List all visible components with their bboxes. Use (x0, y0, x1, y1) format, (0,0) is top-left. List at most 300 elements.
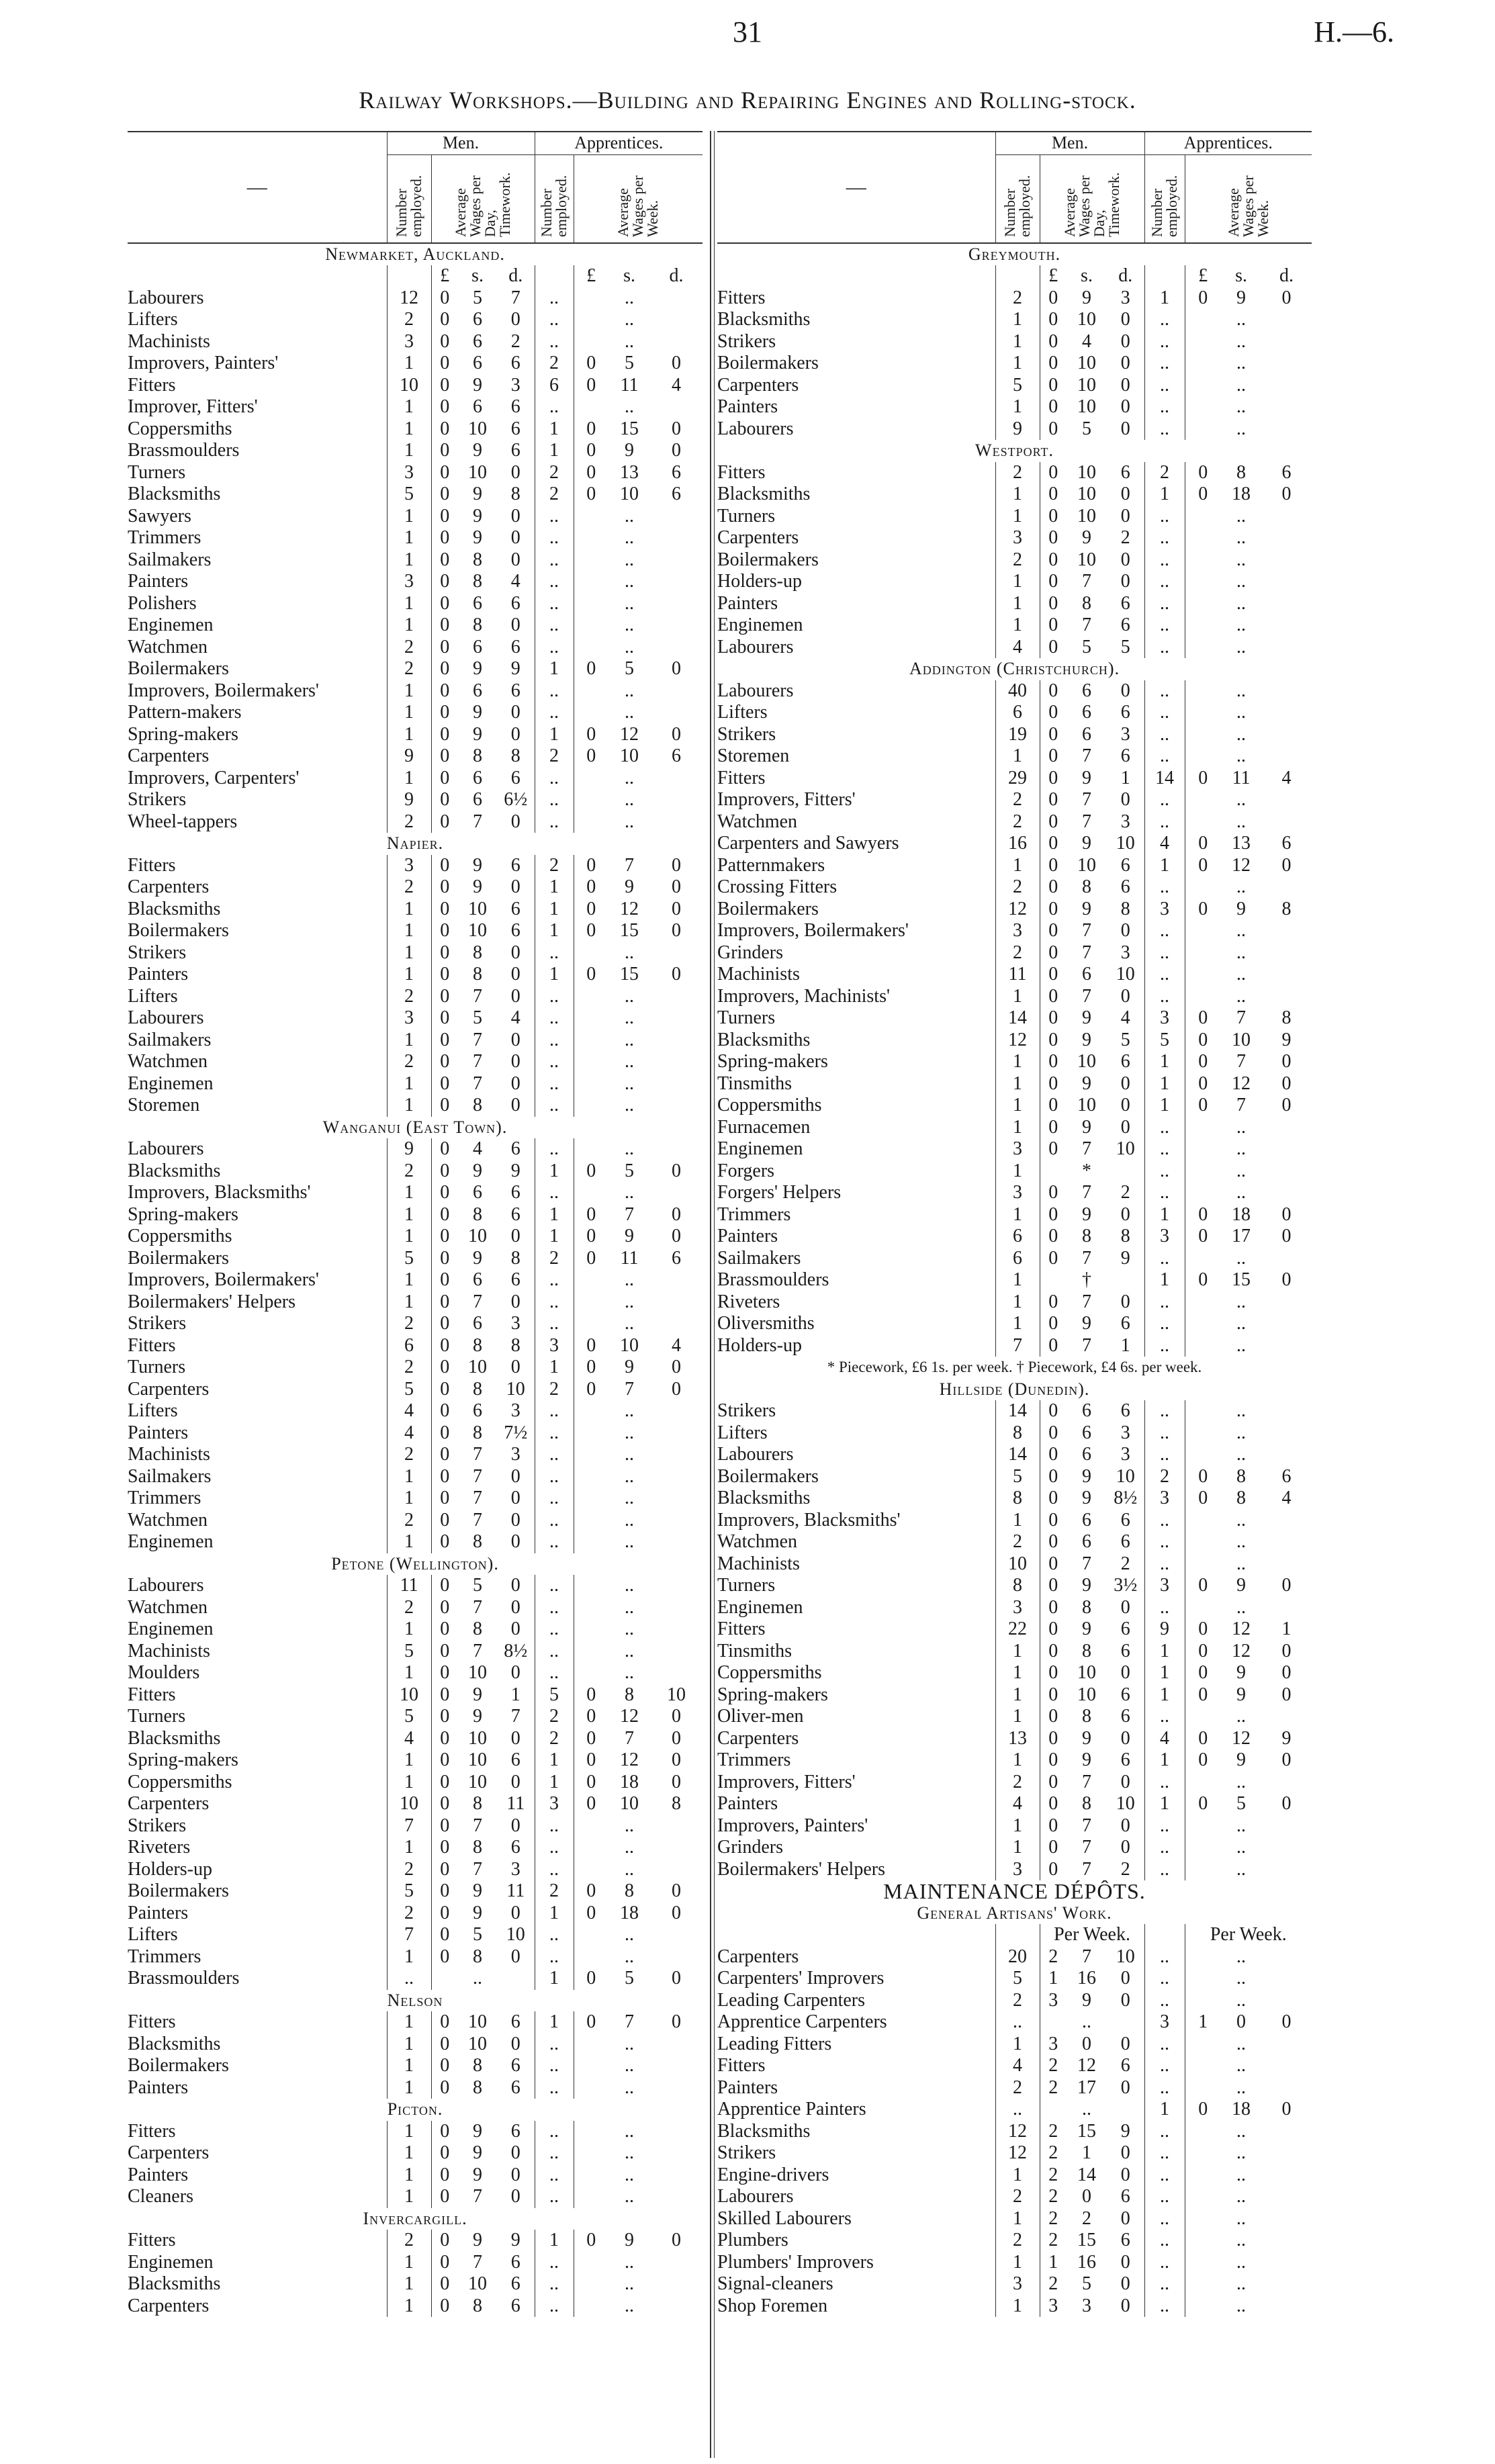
men-pence: 0 (497, 1728, 535, 1750)
apprentice-pence (650, 811, 703, 833)
apprentice-pounds (1185, 2077, 1221, 2099)
men-shillings: 8 (473, 1618, 482, 1640)
apprentice-pence (650, 1662, 703, 1684)
occupation: Blacksmiths (128, 1727, 221, 1749)
men-pounds: 0 (1048, 1727, 1058, 1749)
table-row (717, 375, 1312, 397)
men-number: 1 (387, 2142, 431, 2164)
apprentice-shillings: .. (1236, 2186, 1247, 2207)
table-row (128, 789, 703, 811)
occupation: Spring-makers (128, 1749, 238, 1771)
apprentice-pence (1261, 2055, 1312, 2077)
table-row (717, 1204, 1312, 1226)
table-row (717, 353, 1312, 375)
apprentice-pence: 6 (1281, 833, 1292, 854)
apprentice-shillings: .. (625, 1400, 635, 1422)
men-pence: 6 (497, 1182, 535, 1204)
apprentice-shillings: .. (1236, 1182, 1247, 1203)
table-row (128, 920, 703, 942)
apprentice-pounds (1185, 1291, 1221, 1314)
apprentice-number: .. (1144, 1313, 1185, 1335)
men-number: 3 (387, 855, 431, 877)
apprentice-shillings: 12 (1232, 1727, 1251, 1749)
apprentice-shillings: 10 (620, 745, 639, 767)
men-number: 14 (995, 1444, 1040, 1466)
apprentice-pounds (1185, 353, 1221, 375)
per-week-row (717, 1924, 1312, 1946)
men-number: 1 (387, 614, 431, 637)
apprentice-number: .. (1144, 1706, 1185, 1728)
apprentice-shillings: 18 (1232, 1203, 1251, 1225)
men-pounds: 2 (1048, 2273, 1058, 2295)
men-pence: 0 (1107, 353, 1144, 375)
men-shillings: 9 (473, 723, 482, 745)
apprentice-pounds (1185, 1531, 1221, 1553)
apprentice-shillings: .. (625, 396, 635, 418)
apprentice-pence (1261, 2295, 1312, 2318)
apprentice-shillings: .. (1236, 2295, 1247, 2316)
table-row (717, 745, 1312, 768)
apprentice-number: 2 (535, 353, 574, 375)
apprentice-pence: 0 (1281, 1640, 1292, 1661)
men-pounds: 0 (1048, 1771, 1058, 1792)
apprentice-shillings: .. (625, 789, 635, 811)
occupation: Improvers, Boilermakers' (128, 680, 319, 701)
table-row (717, 1138, 1312, 1160)
apprentice-number: .. (1144, 353, 1185, 375)
apprentice-pence: 6 (672, 484, 682, 505)
apprentice-shillings: .. (625, 592, 635, 614)
apprentice-pounds (574, 1641, 608, 1663)
column-divider (714, 131, 715, 2458)
occupation: Improvers, Boilermakers' (128, 1269, 319, 1291)
men-pounds: 0 (440, 1400, 450, 1422)
men-number: 9 (387, 1138, 431, 1160)
men-pounds: 2 (1048, 2142, 1058, 2164)
table-row (717, 1793, 1312, 1815)
men-number: 6 (387, 1335, 431, 1357)
men-pence: 0 (1107, 680, 1144, 702)
men-pence: 0 (1107, 571, 1144, 593)
men-shillings: 9 (473, 1247, 482, 1269)
men-pounds: 0 (1048, 1073, 1058, 1094)
men-pounds: 0 (440, 658, 450, 680)
occupation: Fitters (128, 374, 176, 396)
occupation: Improvers, Painters' (717, 1815, 868, 1836)
apprentice-shillings: 9 (625, 876, 635, 898)
men-pounds: 1 (1048, 2251, 1058, 2273)
apprentice-pounds: 0 (1185, 1662, 1221, 1684)
men-number: 3 (995, 1859, 1040, 1881)
table-row (717, 1182, 1312, 1204)
apprentice-pounds: 0 (1185, 2099, 1221, 2121)
apprentice-pounds (574, 1575, 608, 1597)
apprentice-shillings: .. (625, 1182, 635, 1203)
apprentice-shillings: .. (625, 1422, 635, 1443)
men-pounds (1040, 2099, 1067, 2121)
apprentice-shillings: .. (625, 1029, 635, 1050)
men-shillings: 10 (1077, 1095, 1096, 1116)
occupation: Enginemen (717, 614, 803, 636)
apprentice-pence (650, 2055, 703, 2077)
men-shillings: 9 (1082, 1465, 1091, 1487)
apprentice-pounds (1185, 1335, 1221, 1357)
men-shillings: 7 (1082, 1553, 1091, 1574)
occupation: Holders-up (128, 1858, 212, 1880)
men-shillings: 9 (473, 702, 482, 723)
men-shillings: 7 (473, 1291, 482, 1312)
section-heading: Hillside (Dunedin). (939, 1379, 1090, 1399)
men-number: 2 (387, 986, 431, 1008)
section-heading-row (128, 2208, 703, 2230)
apprentice-number: .. (535, 1073, 574, 1095)
apprentice-shillings: .. (625, 2273, 635, 2295)
apprentice-shillings: .. (1236, 2142, 1247, 2164)
men-pence: 0 (497, 1051, 535, 1073)
men-number: 2 (995, 942, 1040, 964)
apprentice-pence (1261, 1444, 1312, 1466)
apprentice-shillings: .. (1236, 985, 1247, 1007)
apprentice-pence (1261, 331, 1312, 353)
table-row (128, 1269, 703, 1291)
men-pounds: 0 (440, 942, 450, 963)
occupation: Improvers, Painters' (128, 353, 279, 374)
men-pence: 6 (497, 855, 535, 877)
apprentice-pence (650, 1859, 703, 1881)
men-shillings: 0 (1082, 2186, 1091, 2207)
apprentice-shillings: .. (625, 636, 635, 657)
men-number: 1 (995, 1641, 1040, 1663)
occupation: Spring-makers (717, 1051, 828, 1073)
occupation: Boilermakers (128, 1247, 229, 1269)
table-row (717, 484, 1312, 506)
apprentice-number: .. (1144, 1946, 1185, 1968)
apprentice-pounds (574, 1422, 608, 1445)
apprentice-number: 2 (535, 1379, 574, 1401)
men-pence: 0 (1107, 1662, 1144, 1684)
apprentice-pence: 0 (672, 353, 682, 374)
men-shillings: 8 (1082, 1226, 1091, 1247)
column-header-label: Average Wages per Week. (615, 175, 662, 237)
apprentice-pence: 4 (672, 374, 682, 396)
apprentice-pounds (574, 680, 608, 702)
men-number: 1 (387, 2011, 431, 2034)
men-pence: 0 (497, 1291, 535, 1314)
apprentice-pounds (574, 1837, 608, 1859)
apprentice-number: 4 (1144, 1728, 1185, 1750)
occupation: Painters (717, 396, 778, 418)
table-row (128, 2186, 703, 2208)
men-number: 11 (387, 1575, 431, 1597)
men-number: 1 (387, 768, 431, 790)
apprentice-pence: 0 (1281, 1051, 1292, 1073)
apprentice-pence (650, 1946, 703, 1968)
men-shillings: 7 (1082, 1837, 1091, 1858)
occupation: Painters (128, 571, 189, 592)
men-pounds: 3 (1048, 2295, 1058, 2316)
apprentice-number: 6 (535, 375, 574, 397)
men-pence: 6 (1107, 1706, 1144, 1728)
apprentice-pence: 0 (1281, 1684, 1292, 1705)
men-number: 12 (387, 287, 431, 310)
apprentice-pence (650, 637, 703, 659)
apprentice-pence (1261, 549, 1312, 572)
men-number: 1 (995, 1662, 1040, 1684)
apprentice-pounds (574, 1291, 608, 1314)
apprentice-pence (650, 789, 703, 811)
header-row (128, 132, 703, 154)
men-pence: 5 (1107, 1030, 1144, 1052)
apprentice-number: 1 (535, 964, 574, 986)
men-number: 2 (387, 637, 431, 659)
men-shillings: 10 (1077, 396, 1096, 418)
occupation: Improver, Fitters' (128, 396, 258, 418)
men-shillings: 9 (473, 1902, 482, 1923)
men-number: 2 (387, 658, 431, 680)
occupation: Cleaners (128, 2186, 193, 2207)
header-row (717, 132, 1312, 154)
men-number: 1 (387, 1946, 431, 1968)
men-number: 1 (387, 353, 431, 375)
apprentice-number: .. (1144, 549, 1185, 572)
table-row (128, 2252, 703, 2274)
men-pence: 6 (497, 1204, 535, 1226)
apprentice-number: .. (535, 527, 574, 549)
table-row (717, 2034, 1312, 2056)
occupation: Fitters (128, 2230, 176, 2251)
men-pounds: 2 (1048, 2077, 1058, 2098)
table-row (128, 811, 703, 833)
men-pence: 6 (497, 899, 535, 921)
apprentice-pounds (574, 1073, 608, 1095)
apprentice-pence: 0 (1281, 1575, 1292, 1596)
apprentice-shillings: 13 (1232, 833, 1251, 854)
men-pence: 1 (497, 1684, 535, 1706)
men-shillings: 2 (1082, 2207, 1091, 2229)
apprentice-pence (1261, 1946, 1312, 1968)
column-header (574, 154, 703, 243)
men-pounds: 0 (440, 1378, 450, 1400)
apprentice-pounds (1185, 942, 1221, 964)
apprentice-shillings: .. (1236, 1138, 1247, 1160)
men-shillings: 5 (473, 1924, 482, 1946)
men-shillings: 7 (473, 1596, 482, 1618)
apprentice-number: 1 (535, 418, 574, 441)
occupation: Sailmakers (128, 549, 212, 570)
men-pounds: 0 (440, 1160, 450, 1181)
apprentice-pounds (574, 942, 608, 964)
table-row (717, 1618, 1312, 1641)
men-shillings: .. (1082, 2011, 1091, 2033)
men-number: 8 (995, 1488, 1040, 1510)
men-pounds (1040, 1160, 1067, 1183)
occupation: Grinders (717, 1837, 783, 1858)
table-row (717, 1749, 1312, 1772)
table-row (128, 2164, 703, 2187)
apprentice-shillings: .. (625, 309, 635, 330)
men-shillings: 10 (1077, 374, 1096, 396)
apprentice-number: .. (1144, 876, 1185, 899)
table-row (717, 768, 1312, 790)
apprentice-pounds (574, 506, 608, 528)
men-pounds: 0 (1048, 1553, 1058, 1574)
men-pounds: 0 (440, 1488, 450, 1509)
men-number: 1 (387, 680, 431, 702)
men-shillings: 9 (1082, 1575, 1091, 1596)
table-row (717, 593, 1312, 615)
apprentice-shillings: .. (1236, 920, 1247, 942)
apprentice-number: .. (1144, 2208, 1185, 2230)
men-pence: 11 (497, 1793, 535, 1815)
men-pence: 0 (497, 2186, 535, 2208)
apprentice-pounds: 0 (1185, 1466, 1221, 1488)
table-row (717, 506, 1312, 528)
apprentice-number: .. (1144, 680, 1185, 702)
men-pounds: 2 (1048, 2164, 1058, 2185)
apprentice-pence (650, 571, 703, 593)
occupation: Painters (128, 964, 189, 985)
apprentice-number: 1 (535, 1160, 574, 1183)
men-shillings: 9 (1082, 1618, 1091, 1640)
occupation: Spring-makers (717, 1684, 828, 1705)
apprentice-pence (650, 768, 703, 790)
apprentice-number: 2 (535, 1880, 574, 1903)
occupation: Turners (128, 461, 186, 483)
men-pence: 6 (497, 2121, 535, 2143)
men-pence: 4 (497, 1007, 535, 1030)
men-pence: 0 (1107, 549, 1144, 572)
apprentice-number: .. (1144, 789, 1185, 811)
apprentice-number: 2 (535, 1248, 574, 1270)
men-number: 1 (387, 440, 431, 462)
apprentice-number: 5 (535, 1684, 574, 1706)
section-heading: Petone (Wellington). (331, 1553, 499, 1573)
apprentice-shillings: .. (625, 1509, 635, 1531)
men-number: 2 (387, 876, 431, 899)
units-spacer (1144, 1924, 1185, 1946)
apprentice-pence: 8 (672, 1793, 682, 1815)
apprentice-number: 1 (535, 920, 574, 942)
men-pence: 0 (497, 1903, 535, 1925)
table-row (717, 2121, 1312, 2143)
occupation: Blacksmiths (128, 484, 221, 505)
occupation: Sailmakers (717, 1247, 801, 1269)
apprentice-pence (1261, 2077, 1312, 2099)
men-shillings: 9 (473, 374, 482, 396)
apprentice-pounds (1185, 2121, 1221, 2143)
men-number: 13 (995, 1728, 1040, 1750)
men-number: 10 (387, 375, 431, 397)
apprentice-pounds: 0 (1185, 1007, 1221, 1030)
occupation: Fitters (717, 2055, 766, 2077)
men-pence: 1 (1107, 768, 1144, 790)
apprentice-shillings: 10 (620, 484, 639, 505)
men-pence: 0 (497, 1575, 535, 1597)
apprentice-pence (1261, 2164, 1312, 2187)
apprentice-pence: 10 (667, 1684, 686, 1705)
men-shillings: 9 (473, 2230, 482, 2251)
occupation: Forgers (717, 1160, 775, 1181)
table-row (717, 1422, 1312, 1445)
men-number: 12 (995, 899, 1040, 921)
men-pence: 7½ (497, 1422, 535, 1445)
table-row (717, 680, 1312, 702)
men-number: 4 (995, 637, 1040, 659)
men-pence: 6 (1107, 2230, 1144, 2252)
table-row (128, 1007, 703, 1030)
occupation: Plumbers (717, 2230, 788, 2251)
table-row (128, 855, 703, 877)
apprentice-pounds (574, 1531, 608, 1553)
men-pence: 0 (1107, 1597, 1144, 1619)
maintenance-title: MAINTENANCE DÉPÔTS. (883, 1880, 1146, 1903)
apprentice-shillings: .. (625, 1596, 635, 1618)
men-shillings: 9 (1082, 1989, 1091, 2011)
apprentice-pence (1261, 1531, 1312, 1553)
apprentice-shillings: 9 (1236, 898, 1247, 919)
men-pence: 6 (497, 353, 535, 375)
men-pounds: 0 (1048, 745, 1058, 767)
apprentice-number: .. (535, 2186, 574, 2208)
men-pounds: 0 (440, 1727, 450, 1749)
men-pence: 3 (497, 1313, 535, 1335)
apprentice-shillings: .. (625, 1313, 635, 1334)
occupation: Boilermakers (128, 2055, 229, 2077)
men-shillings: 6 (1082, 680, 1091, 701)
apprentice-number: .. (535, 1597, 574, 1619)
column-divider (710, 131, 711, 2458)
men-pence: 0 (1107, 2077, 1144, 2099)
men-number: 5 (387, 1880, 431, 1903)
men-pence: 0 (1107, 418, 1144, 441)
apprentice-pounds (574, 1030, 608, 1052)
men-pounds: 0 (1048, 680, 1058, 701)
men-number: 2 (387, 1510, 431, 1532)
apprentice-shillings: 5 (625, 658, 635, 680)
apprentice-pounds (574, 287, 608, 310)
section-heading-row (128, 2099, 703, 2121)
apprentice-pounds (574, 1924, 608, 1946)
men-number: 1 (995, 309, 1040, 331)
apprentice-number: .. (535, 1859, 574, 1881)
apprentice-pence (1261, 1815, 1312, 1837)
table-row (128, 396, 703, 418)
apprentice-shillings: .. (625, 1531, 635, 1553)
men-pounds: 0 (440, 767, 450, 788)
apprentice-shillings: .. (625, 614, 635, 636)
men-pounds: 0 (440, 2230, 450, 2251)
apprentice-pounds: 0 (574, 1248, 608, 1270)
men-number: 1 (387, 1182, 431, 1204)
men-pounds: 0 (440, 2164, 450, 2185)
apprentice-pounds: 0 (574, 876, 608, 899)
men-number: 2 (995, 789, 1040, 811)
occupation: Carpenters (128, 876, 210, 898)
men-number: 2 (995, 1531, 1040, 1553)
apprentice-pounds (574, 1618, 608, 1641)
occupation: Fitters (128, 2120, 176, 2142)
apprentice-pence: 0 (1281, 1269, 1292, 1291)
apprentice-shillings: .. (1236, 1946, 1247, 1967)
men-pounds: 2 (1048, 2186, 1058, 2207)
occupation: Blacksmiths (717, 484, 811, 505)
apprentice-pence (1261, 2142, 1312, 2164)
men-pence (1107, 2099, 1144, 2121)
apprentice-number: 1 (1144, 1269, 1185, 1291)
apprentice-number: .. (1144, 1990, 1185, 2012)
men-pounds: 0 (440, 1444, 450, 1465)
occupation: Lifters (128, 1924, 178, 1946)
